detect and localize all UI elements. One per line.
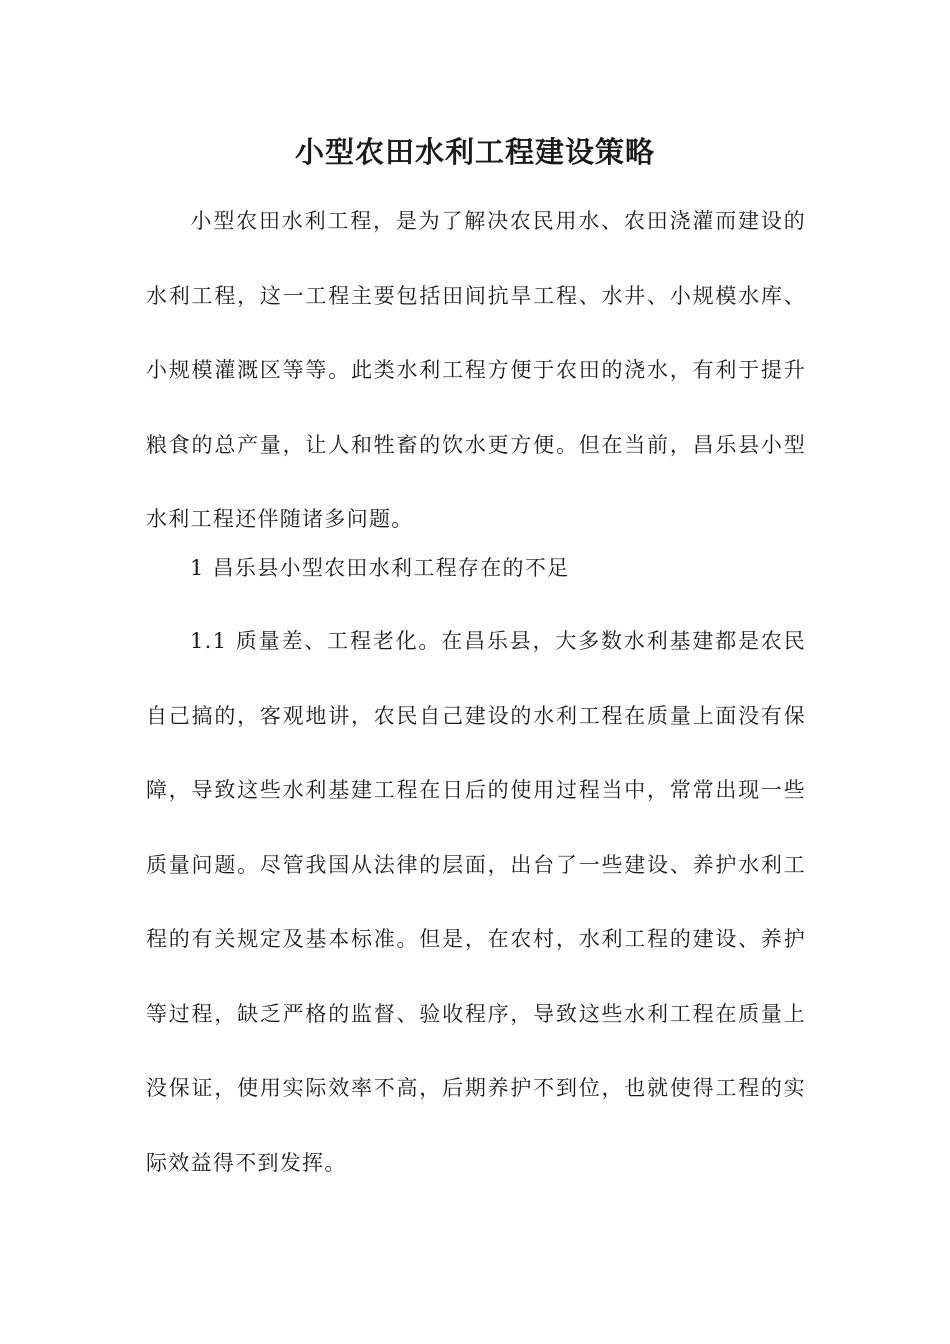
paragraph-intro-text: 小型农田水利工程，是为了解决农民用水、农田浇灌而建设的水利工程，这一工程主要包括田间抗旱工程、水井、小规模水库、小规模灌溉区等等。此类水利工程方便于农田的浇水，有利于提升粮食的总产量，让人和牲畜的饮水更方便。但在当前，昌乐县小型水利工程还伴随诸多问题。 xyxy=(146,209,806,531)
paragraph-quality xyxy=(146,604,806,1200)
section-heading: 1 昌乐县小型农田水利工程存在的不足 xyxy=(190,556,570,580)
paragraph-intro xyxy=(146,184,806,557)
paragraph-quality-text: 1.1 质量差、工程老化。在昌乐县，大多数水利基建都是农民自己搞的，客观地讲，农民自己建设的水利工程在质量上面没有保障，导致这些水利基建工程在日后的使用过程当中，常常出现一些质量问题。尽管我国从法律的层面，出台了一些建设、养护水利工程的有关规定及基本标准。但是，在农村，水利工程的建设、养护等过程，缺乏严格的监督、验收程序，导致这些水利工程在质量上没保证，使用实际效率不高，后期养护不到位，也就使得工程的实际效益得不到发挥。 xyxy=(146,629,806,1175)
document-title: 小型农田水利工程建设策略 xyxy=(294,135,655,169)
